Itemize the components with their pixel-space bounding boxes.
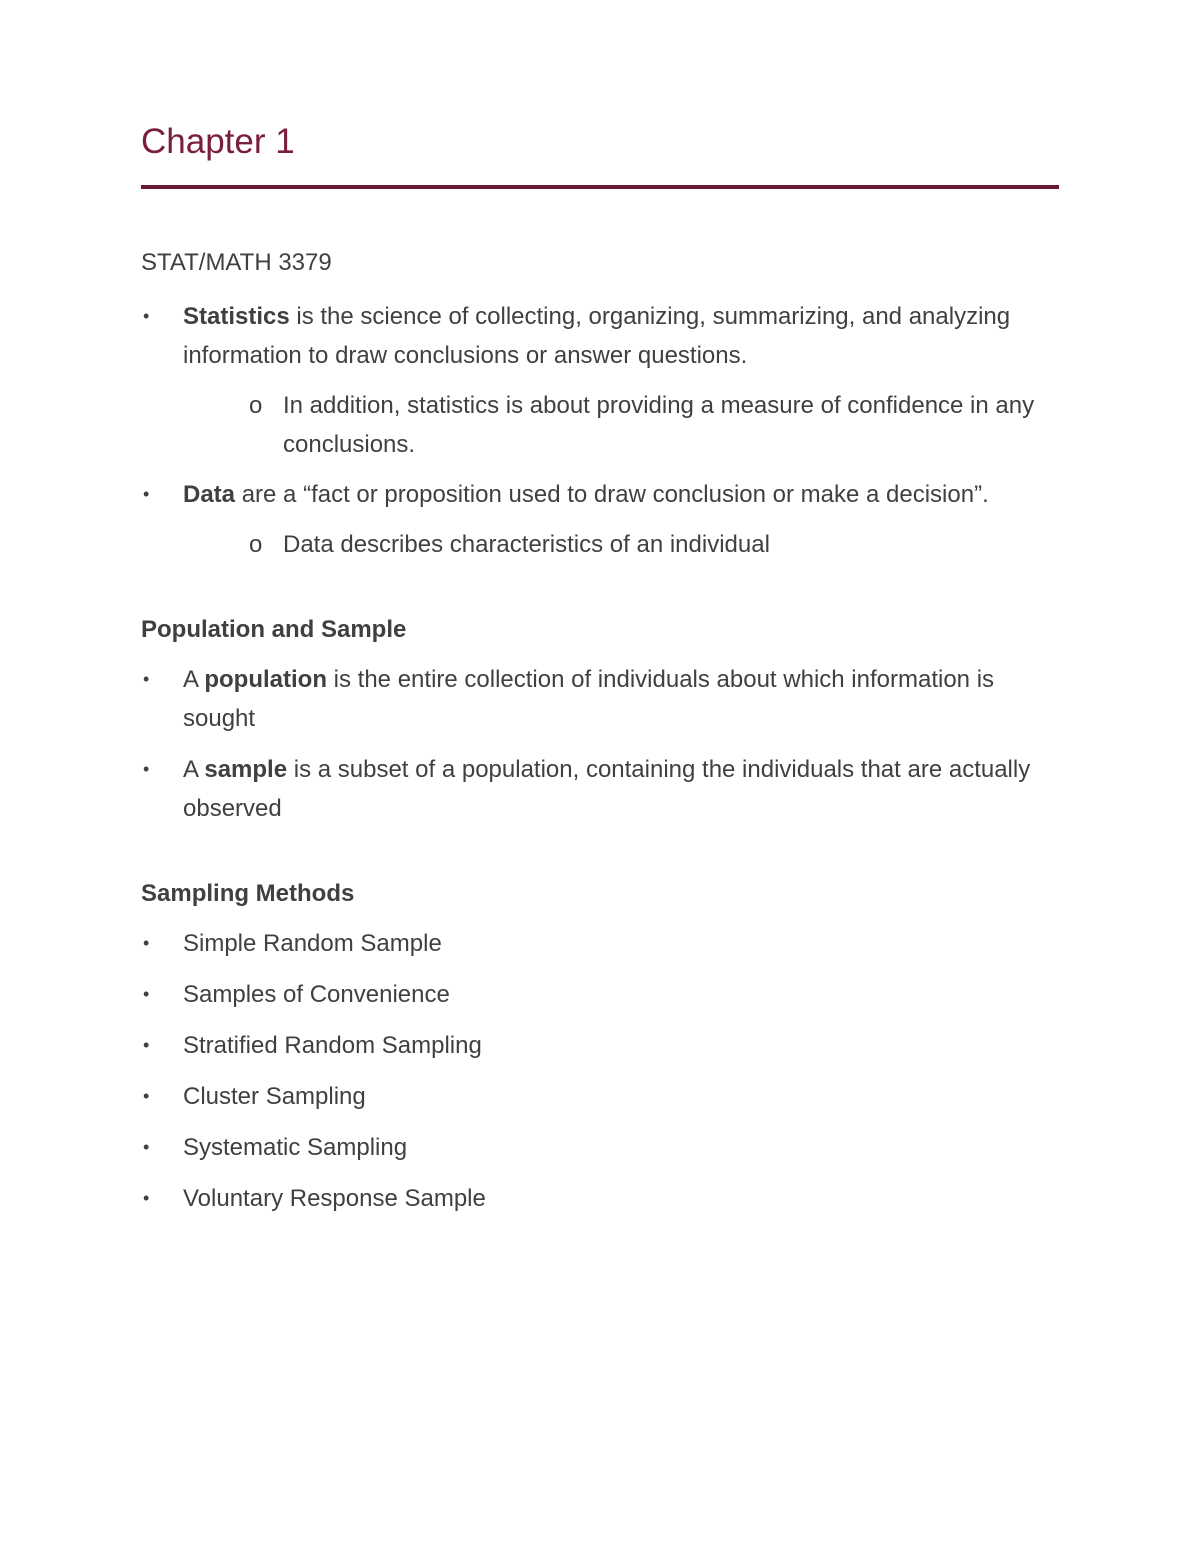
list-item xyxy=(141,1128,1059,1167)
method-text: Voluntary Response Sample xyxy=(183,1185,486,1212)
page-content xyxy=(141,118,1059,1218)
population-list xyxy=(141,660,1059,828)
sub-list xyxy=(141,525,1059,564)
sub-text: In addition, statistics is about providing a measure of confidence in any conclusions. xyxy=(283,392,1035,458)
bullet-icon: • xyxy=(143,484,150,504)
term: Statistics xyxy=(183,303,290,330)
definition-text: is the science of collecting, organizing, summarizing, and analyzing information to draw conclusions or answer questions. xyxy=(183,303,1011,369)
method-text: Cluster Sampling xyxy=(183,1083,366,1110)
method-text: Systematic Sampling xyxy=(183,1134,408,1161)
definition-text: is a subset of a population, containing the individuals that are actually observed xyxy=(183,756,1031,822)
circle-bullet-icon: o xyxy=(249,531,263,558)
term: sample xyxy=(204,756,288,783)
intro-list xyxy=(141,297,1059,375)
bullet-icon: • xyxy=(143,1137,150,1157)
prefix-text: A xyxy=(183,756,205,783)
bullet-icon: • xyxy=(143,1188,150,1208)
intro-list-2 xyxy=(141,475,1059,514)
prefix-text: A xyxy=(183,666,205,693)
section-heading-sampling: Sampling Methods xyxy=(141,880,355,907)
bullet-icon: • xyxy=(143,759,150,779)
sub-list xyxy=(141,386,1059,464)
list-item xyxy=(141,660,1059,738)
page-title: Chapter 1 xyxy=(141,122,295,161)
list-item xyxy=(141,750,1059,828)
section-heading-population: Population and Sample xyxy=(141,616,407,643)
list-item xyxy=(141,975,1059,1014)
list-item xyxy=(141,1179,1059,1218)
method-text: Samples of Convenience xyxy=(183,981,450,1008)
sub-text: Data describes characteristics of an individual xyxy=(283,531,770,558)
bullet-icon: • xyxy=(143,984,150,1004)
definition-text: is the entire collection of individuals about which information is sought xyxy=(183,666,995,732)
bullet-icon: • xyxy=(143,306,150,326)
sampling-methods-list xyxy=(141,924,1059,1218)
sub-list-item xyxy=(141,386,1059,464)
bullet-icon: • xyxy=(143,1035,150,1055)
method-text: Stratified Random Sampling xyxy=(183,1032,482,1059)
term: population xyxy=(204,666,327,693)
bullet-icon: • xyxy=(143,669,150,689)
course-code: STAT/MATH 3379 xyxy=(141,249,332,276)
term: Data xyxy=(183,481,236,508)
circle-bullet-icon: o xyxy=(249,392,263,419)
list-item xyxy=(141,924,1059,963)
title-divider xyxy=(141,185,1059,189)
definition-text: are a “fact or proposition used to draw conclusion or make a decision”. xyxy=(235,481,989,508)
list-item xyxy=(141,297,1059,375)
list-item xyxy=(141,1077,1059,1116)
bullet-icon: • xyxy=(143,933,150,953)
method-text: Simple Random Sample xyxy=(183,930,442,957)
list-item xyxy=(141,475,1059,514)
bullet-icon: • xyxy=(143,1086,150,1106)
sub-list-item xyxy=(141,525,1059,564)
list-item xyxy=(141,1026,1059,1065)
